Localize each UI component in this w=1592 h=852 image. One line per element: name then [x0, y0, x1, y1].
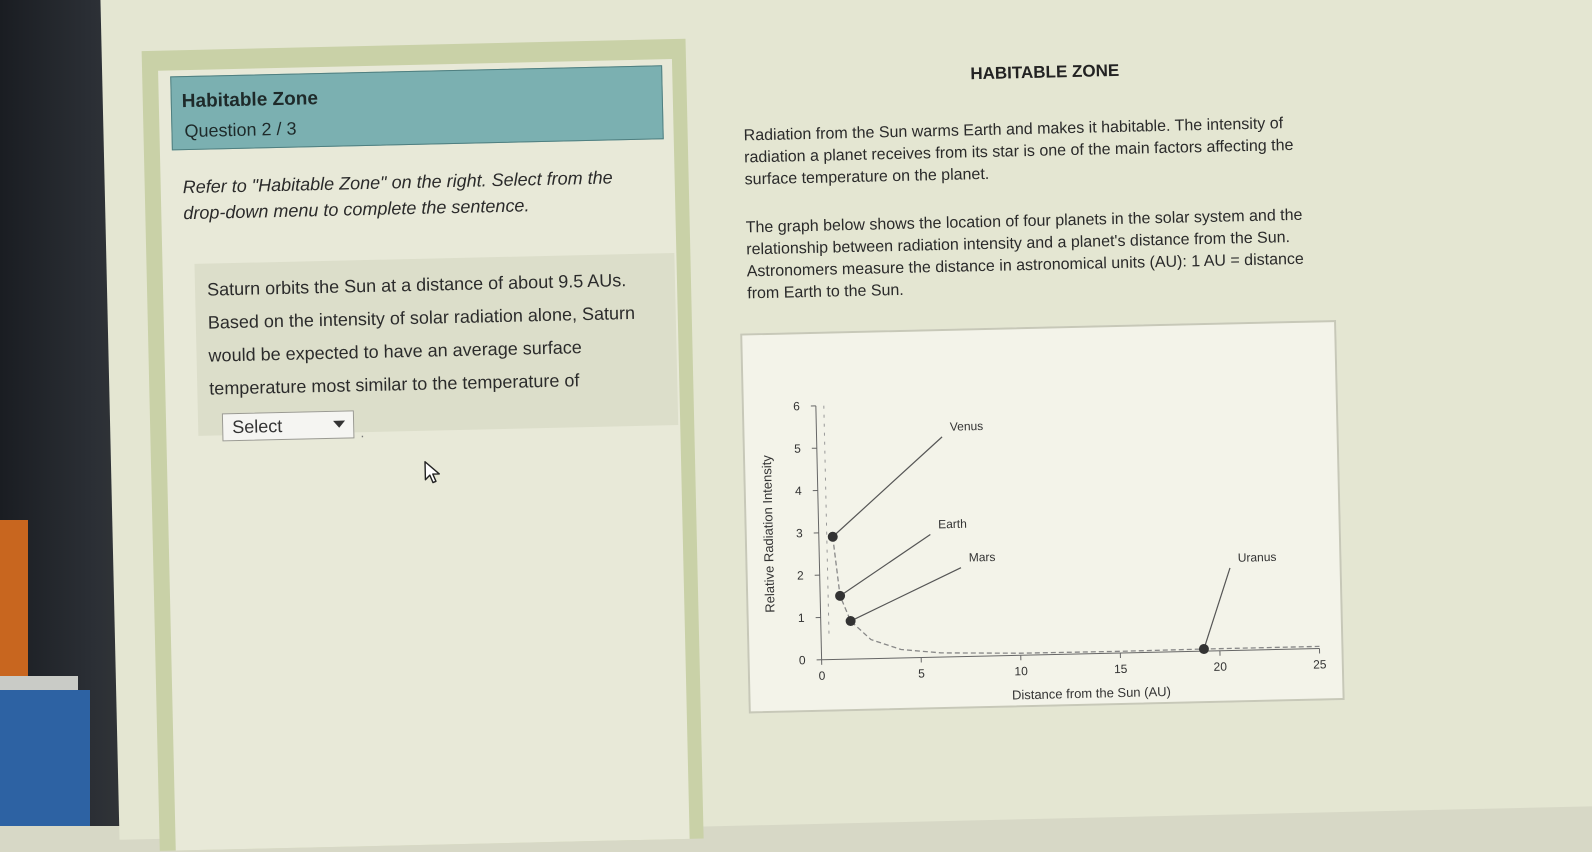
passage-title: HABITABLE ZONE	[970, 61, 1119, 84]
data-point	[1199, 644, 1209, 654]
radiation-distance-chart	[742, 322, 1346, 715]
question-text: Saturn orbits the Sun at a distance of about 9.5 AUs. Based on the intensity of solar radiation alone, Saturn would be expected to have an average surface temperature most similar to the temperature of	[207, 263, 670, 405]
y-tick-label: 0	[799, 653, 806, 667]
x-axis-label: Distance from the Sun (AU)	[1012, 684, 1171, 703]
leader-line	[1202, 568, 1232, 649]
intensity-curve	[833, 526, 1320, 658]
background-object	[0, 690, 90, 826]
y-tick-label: 6	[793, 399, 800, 413]
reference-line	[824, 406, 829, 639]
x-tick-label: 5	[918, 666, 925, 680]
point-label: Earth	[938, 517, 967, 532]
x-tick-label: 25	[1313, 657, 1327, 671]
y-tick-label: 4	[795, 484, 802, 498]
background-object	[0, 676, 78, 690]
question-header	[170, 65, 664, 150]
x-axis	[822, 649, 1320, 660]
background-object	[0, 520, 28, 680]
answer-dropdown[interactable]	[222, 410, 355, 441]
leader-line	[839, 535, 932, 596]
y-tick-label: 2	[797, 569, 804, 583]
chevron-down-icon	[333, 421, 345, 428]
point-label: Mars	[969, 550, 996, 565]
instruction-text: Refer to "Habitable Zone" on the right. Select from the drop-down menu to complete the sentence.	[182, 164, 653, 227]
dropdown-selected-value: Select	[232, 416, 282, 438]
x-tick-label: 15	[1114, 662, 1128, 676]
passage-paragraph-2: The graph below shows the location of four planets in the solar system and the relationship between radiation intensity and a planet's distance from the Sun. Astronomers measure the distance in astronomical units (AU): 1 AU = distance from Earth to the Sun.	[746, 204, 1338, 305]
leader-line	[831, 437, 945, 537]
y-tick-label: 3	[796, 526, 803, 540]
sentence-end-punctuation: .	[360, 424, 364, 440]
y-tick-label: 1	[798, 611, 805, 625]
x-tick-label: 20	[1213, 660, 1227, 674]
data-point	[835, 591, 845, 601]
point-label: Uranus	[1238, 550, 1277, 565]
x-tick-label: 10	[1014, 664, 1028, 678]
point-label: Venus	[950, 419, 984, 434]
question-title: Habitable Zone	[182, 88, 319, 113]
y-tick-label: 5	[794, 442, 801, 456]
question-box	[194, 253, 678, 436]
leader-line	[849, 568, 962, 621]
question-counter: Question 2 / 3	[184, 119, 297, 143]
passage-paragraph-1: Radiation from the Sun warms Earth and makes it habitable. The intensity of radiation a planet receives from its star is one of the main factors affecting the surface temperature on the planet.	[743, 112, 1334, 191]
chart-container	[740, 320, 1344, 713]
mouse-pointer-icon	[423, 460, 444, 484]
y-axis-label: Relative Radiation Intensity	[759, 455, 778, 613]
screen	[100, 0, 1592, 840]
x-tick-label: 0	[818, 669, 825, 683]
